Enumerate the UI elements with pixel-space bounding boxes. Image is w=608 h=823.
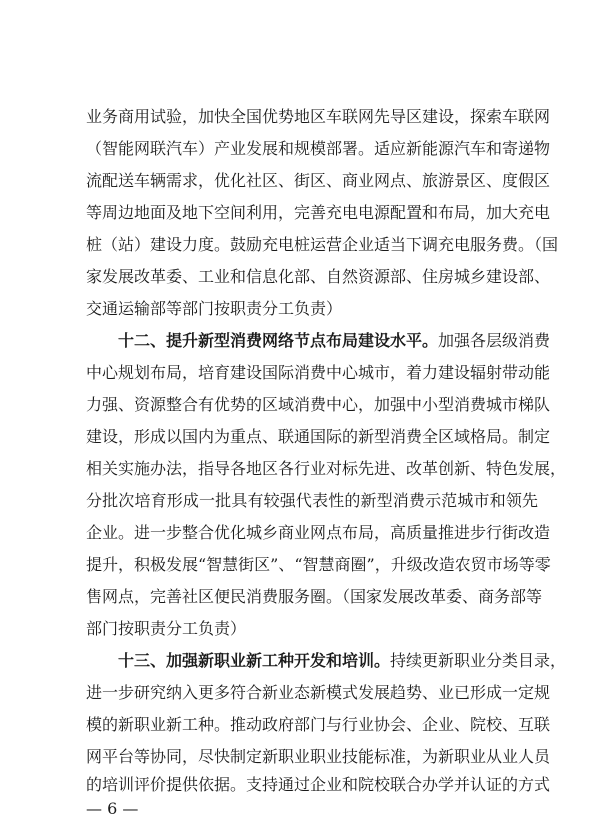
section-12-first-line-text: 加强各层级消费 [438, 331, 551, 350]
text-line: 建设，形成以国内为重点、联通国际的新型消费全区域格局。制定 [86, 427, 551, 446]
text-line: 业务商用试验，加快全国优势地区车联网先导区建设，探索车联网 [86, 107, 551, 126]
text-line: 分批次培育形成一批具有较强代表性的新型消费示范城市和领先 [86, 491, 538, 510]
text-line: 交通运输部等部门按职责分工负责） [86, 299, 343, 318]
text-line: 网平台等协同，尽快制定新职业职业技能标准，为新职业从业人员 [86, 747, 551, 766]
text-line: 家发展改革委、工业和信息化部、自然资源部、住房城乡建设部、 [86, 267, 551, 286]
text-line: 进一步研究纳入更多符合新业态新模式发展趋势、业已形成一定规 [86, 683, 551, 702]
text-line: 等周边地面及地下空间利用，完善充电电源配置和布局，加大充电 [86, 203, 551, 222]
text-line: （智能网联汽车）产业发展和规模部署。适应新能源汽车和寄递物 [86, 139, 551, 158]
section-13-heading: 十三、加强新职业新工种开发和培训。 [118, 651, 391, 670]
section-12-heading: 十二、提升新型消费网络节点布局建设水平。 [118, 331, 439, 350]
text-line: 提升，积极发展“智慧街区”、“智慧商圈”，升级改造农贸市场等零 [86, 555, 551, 574]
section-12-first-line [118, 327, 551, 355]
text-line: 相关实施办法，指导各地区各行业对标先进、改革创新、特色发展， [86, 459, 567, 478]
text-line: 桩（站）建设力度。鼓励充电桩运营企业适当下调充电服务费。（国 [86, 235, 559, 254]
text-line: 流配送车辆需求，优化社区、街区、商业网点、旅游景区、度假区 [86, 171, 551, 190]
text-line: 中心规划布局，培育建设国际消费中心城市，着力建设辐射带动能 [86, 363, 551, 382]
text-line: 部门按职责分工负责） [86, 619, 247, 638]
text-line: 力强、资源整合有优势的区域消费中心，加强中小型消费城市梯队 [86, 395, 551, 414]
text-line: 售网点，完善社区便民消费服务圈。（国家发展改革委、商务部等 [86, 587, 543, 606]
section-13-first-line [118, 647, 567, 675]
section-13-first-line-text: 持续更新职业分类目录， [390, 651, 567, 670]
text-line: 模的新职业新工种。推动政府部门与行业协会、企业、院校、互联 [86, 715, 551, 734]
text-line: 企业。进一步整合优化城乡商业网点布局，高质量推进步行街改造 [86, 523, 551, 542]
page-number: — 6 — [86, 799, 139, 818]
text-line: 的培训评价提供依据。支持通过企业和院校联合办学并认证的方式 [86, 775, 551, 794]
